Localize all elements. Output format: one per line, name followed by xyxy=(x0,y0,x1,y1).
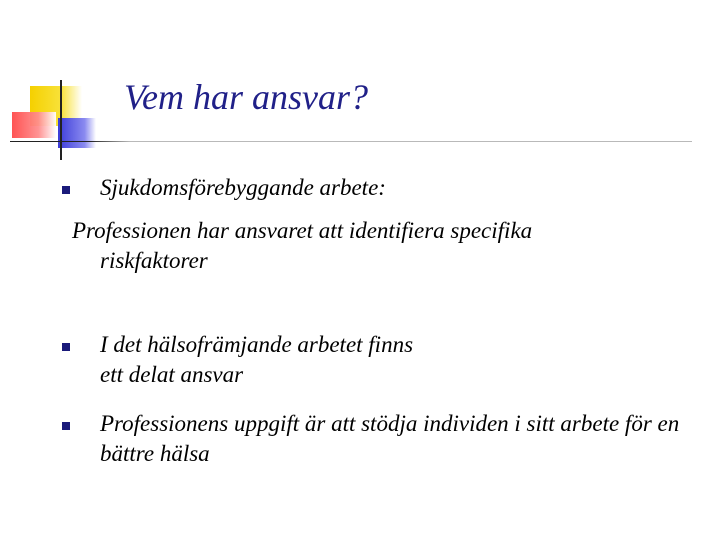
slide-title: Vem har ansvar? xyxy=(124,77,368,117)
decorative-red-square xyxy=(12,112,56,138)
decorative-blue-square xyxy=(58,118,96,148)
text-line: I det hälsofrämjande arbetet finns xyxy=(100,332,414,357)
bullet-text-prevention: Sjukdomsförebyggande arbete: xyxy=(100,175,386,200)
text-line: Professionen har ansvaret att identifiera specifika xyxy=(72,218,533,243)
bullet-text-profession-task: Professionens uppgift är att stödja individen i sitt arbete för en bättre hälsa xyxy=(100,411,680,466)
text-line: ett delat ansvar xyxy=(100,362,244,387)
bullet-text-health-promotion xyxy=(100,330,413,390)
title-divider-line xyxy=(10,141,692,142)
bullet-square-icon xyxy=(62,343,70,351)
text-profession-responsibility xyxy=(72,216,692,276)
bullet-square-icon xyxy=(62,186,70,194)
bullet-square-icon xyxy=(62,422,70,430)
decorative-vertical-line xyxy=(60,80,62,160)
text-line: riskfaktorer xyxy=(100,248,208,273)
